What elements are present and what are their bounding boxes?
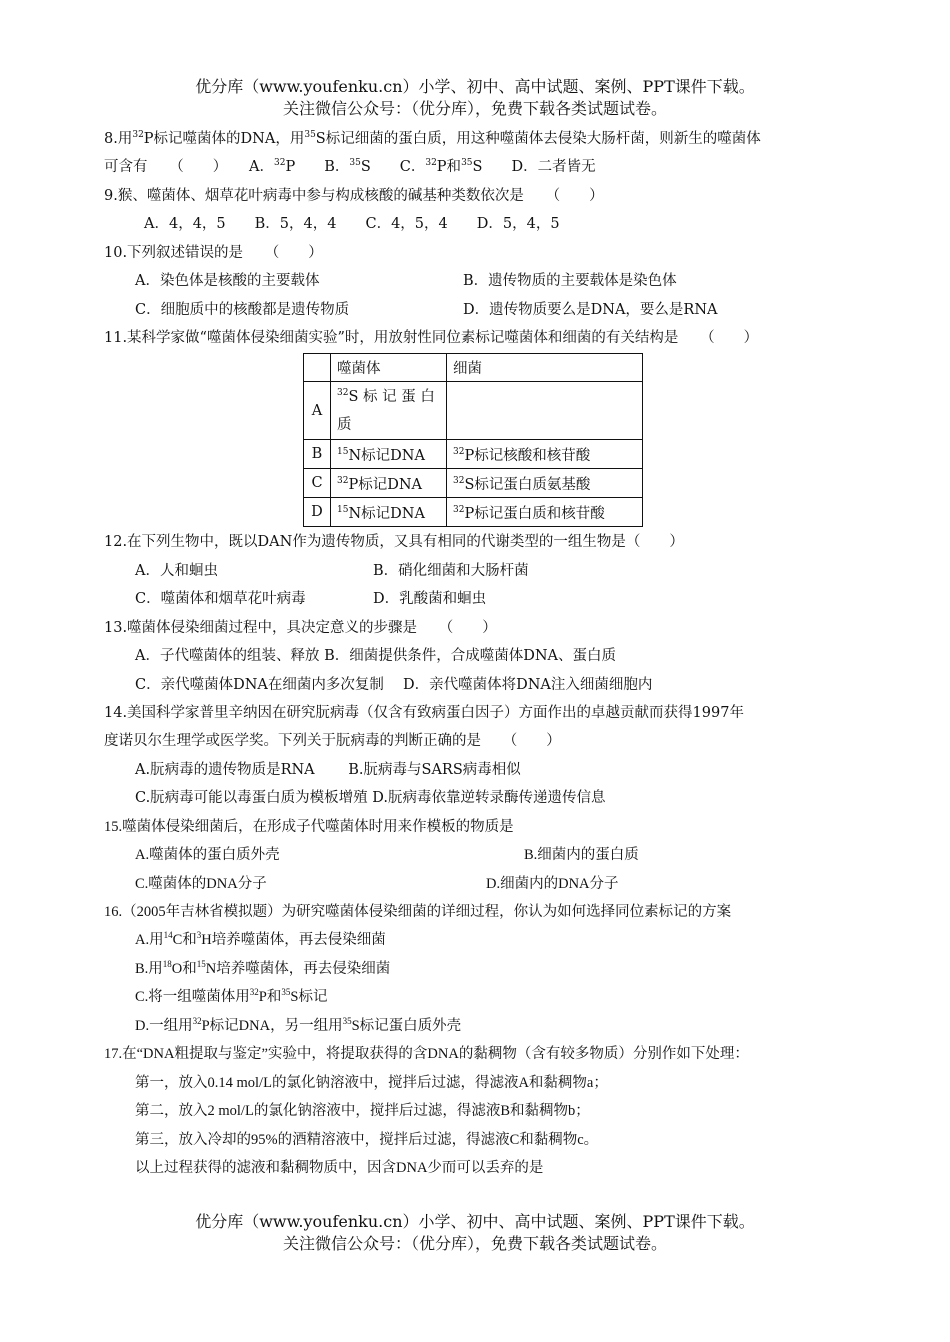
question-12-option-c: C．噬菌体和烟草花叶病毒 <box>135 591 306 607</box>
question-14-stem-line-1: 14.美国科学家普里辛纳因在研究朊病毒（仅含有致病蛋白因子）方面作出的卓越贡献而获得1997年 <box>104 705 744 721</box>
question-16-option-b: B.用$^{18}$O和$^{15}$N培养噬菌体，再去侵染细菌 <box>135 959 391 977</box>
table-row <box>304 440 643 469</box>
question-15-option-a: A.噬菌体的蛋白质外壳 <box>135 847 280 863</box>
row-label: A <box>304 382 331 440</box>
question-16-option-d: D.一组用$^{32}$P标记DNA，另一组用$^{35}$S标记蛋白质外壳 <box>135 1016 462 1034</box>
question-10-option-d: D．遗传物质要么是DNA，要么是RNA <box>463 302 718 318</box>
table-header-row <box>304 354 643 382</box>
row-label: D <box>304 498 331 527</box>
question-8-options: 可含有 （ ） A．$^{32}$P B．$^{35}$S C．$^{32}$P和$^{35}$S D．二者皆无 <box>104 158 596 175</box>
question-10-option-a: A．染色体是核酸的主要载体 <box>135 273 320 289</box>
question-13-options-ab: A．子代噬菌体的组装、释放 B．细菌提供条件，合成噬菌体DNA、蛋白质 <box>135 648 617 664</box>
question-14-stem-line-2: 度诺贝尔生理学或医学奖。下列关于朊病毒的判断正确的是 （ ） <box>104 733 561 749</box>
question-10-option-c: C．细胞质中的核酸都是遗传物质 <box>135 302 350 318</box>
question-10-option-b: B．遗传物质的主要载体是染色体 <box>463 273 677 289</box>
bacteria-cell <box>447 382 643 440</box>
question-12-option-b: B．硝化细菌和大肠杆菌 <box>373 563 529 579</box>
bacteria-cell: $^{32}$S标记蛋白质氨基酸 <box>447 469 643 498</box>
phage-cell: $^{32}$S 标 记 蛋 白 质 <box>331 382 447 440</box>
question-15-stem: 15.噬菌体侵染细菌后，在形成子代噬菌体时用来作模板的物质是 <box>104 819 514 835</box>
question-17-step-1: 第一，放入0.14 mol/L的氯化钠溶液中，搅拌后过滤，得滤液A和黏稠物a； <box>135 1075 608 1091</box>
bacteria-cell: $^{32}$P标记蛋白质和核苷酸 <box>447 498 643 527</box>
phage-cell: $^{32}$P标记DNA <box>331 469 447 498</box>
header-line-2: 关注微信公众号：（优分库），免费下载各类试题试卷。 <box>282 99 667 118</box>
question-17-stem: 17.在“DNA粗提取与鉴定”实验中，将提取获得的含DNA的黏稠物（含有较多物质）分别作如下处理： <box>104 1046 749 1062</box>
column-header-phage: 噬菌体 <box>331 354 447 382</box>
question-15-option-c: C.噬菌体的DNA分子 <box>135 876 267 892</box>
footer-line-1: 优分库（www.youfenku.cn）小学、初中、高中试题、案例、PPT课件下载。 <box>195 1212 755 1231</box>
table-row <box>304 469 643 498</box>
phage-cell: $^{15}$N标记DNA <box>331 440 447 469</box>
question-17-conclusion: 以上过程获得的滤液和黏稠物质中，因含DNA少而可以丢弃的是 <box>135 1160 544 1176</box>
question-13-options-cd: C．亲代噬菌体DNA在细菌内多次复制 D．亲代噬菌体将DNA注入细菌细胞内 <box>135 677 653 693</box>
question-12-stem: 12.在下列生物中，既以DAN作为遗传物质，又具有相同的代谢类型的一组生物是（ ） <box>104 534 684 550</box>
table-row <box>304 498 643 527</box>
question-11-stem: 11.某科学家做“噬菌体侵染细菌实验”时，用放射性同位素标记噬菌体和细菌的有关结构是 （ ） <box>104 330 759 346</box>
column-header-bacteria: 细菌 <box>447 354 643 382</box>
question-15-option-d: D.细菌内的DNA分子 <box>486 876 619 892</box>
question-12-option-a: A．人和蛔虫 <box>135 563 218 579</box>
row-label: B <box>304 440 331 469</box>
question-14-options-cd: C.朊病毒可能以毒蛋白质为模板增殖 D.朊病毒依靠逆转录酶传递遗传信息 <box>135 790 606 806</box>
question-9-stem: 9.猴、噬菌体、烟草花叶病毒中参与构成核酸的碱基种类数依次是 （ ） <box>104 188 604 204</box>
bacteria-cell: $^{32}$P标记核酸和核苷酸 <box>447 440 643 469</box>
question-16-option-c: C.将一组噬菌体用$^{32}$P和$^{35}$S标记 <box>135 987 328 1005</box>
table-row <box>304 382 643 440</box>
phage-cell: $^{15}$N标记DNA <box>331 498 447 527</box>
footer-line-2: 关注微信公众号：（优分库），免费下载各类试题试卷。 <box>282 1234 667 1253</box>
question-9-options: A．4，4，5 B．5，4，4 C．4，5，4 D．5，4，5 <box>144 216 560 232</box>
header-line-1: 优分库（www.youfenku.cn）小学、初中、高中试题、案例、PPT课件下载。 <box>195 77 755 96</box>
question-16-stem: 16.（2005年吉林省模拟题）为研究噬菌体侵染细菌的详细过程，你认为如何选择同位素标记的方案 <box>104 904 732 920</box>
question-17-step-2: 第二，放入2 mol/L的氯化钠溶液中，搅拌后过滤，得滤液B和黏稠物b； <box>135 1103 590 1119</box>
question-10-stem: 10.下列叙述错误的是 （ ） <box>104 245 323 261</box>
question-12-option-d: D．乳酸菌和蛔虫 <box>373 591 487 607</box>
question-14-options-ab: A.朊病毒的遗传物质是RNA B.朊病毒与SARS病毒相似 <box>135 762 521 778</box>
question-15-option-b: B.细菌内的蛋白质 <box>524 847 639 863</box>
question-8-stem: 8.用$^{32}$P标记噬菌体的DNA，用$^{35}$S标记细菌的蛋白质，用这种噬菌体去侵染大肠杆菌，则新生的噬菌体 <box>104 130 761 147</box>
question-16-option-a: A.用$^{14}$C和$^3$H培养噬菌体，再去侵染细菌 <box>135 930 386 948</box>
question-13-stem: 13.噬菌体侵染细菌过程中，具决定意义的步骤是 （ ） <box>104 620 497 636</box>
row-label: C <box>304 469 331 498</box>
question-11-table <box>303 353 643 527</box>
question-17-step-3: 第三，放入冷却的95%的酒精溶液中，搅拌后过滤，得滤液C和黏稠物c。 <box>135 1132 599 1148</box>
